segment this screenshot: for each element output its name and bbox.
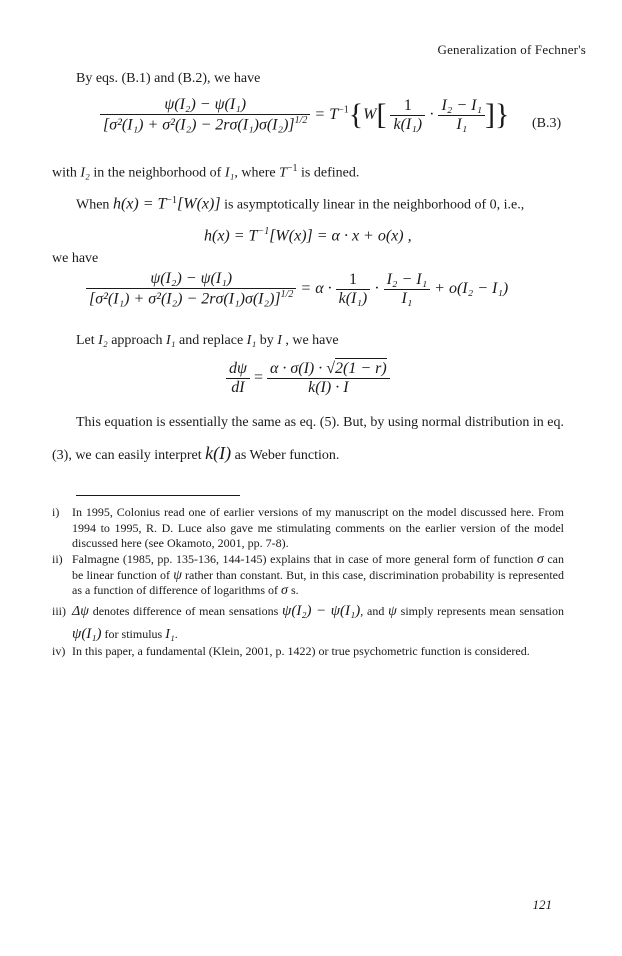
eq-3-lhs-den: dI xyxy=(231,379,245,396)
eq-b3-den-exponent: 1/2 xyxy=(294,115,308,126)
eq-b3-t-exponent: −1 xyxy=(338,104,349,116)
p2-c: in the neighborhood of xyxy=(89,165,225,181)
eq-2-den-exponent: 1/2 xyxy=(280,289,294,300)
eq-3-rnum-a: α · σ(I) · √ xyxy=(269,360,336,377)
eq-b3-f2-den: I₁ xyxy=(456,115,468,133)
fn2-b: can be linear function of xyxy=(72,552,565,582)
eq-b3-fraction-2 xyxy=(438,97,485,134)
fn2-sigma-2: σ xyxy=(281,583,288,598)
eq-b3-lhs-numerator: ψ(I₂) − ψ(I₁) xyxy=(100,96,310,115)
p5-i: I xyxy=(277,333,282,348)
eq-3-sqrt-arg: 2(1 − r) xyxy=(335,360,387,377)
p2-i2: I₂ xyxy=(80,165,90,181)
fn3-f: simply represents mean sensation xyxy=(396,604,564,618)
p2-e: , where xyxy=(234,165,280,181)
page-number: 121 xyxy=(532,897,552,912)
eq-b3-t: = T xyxy=(314,105,339,123)
footnote-i xyxy=(52,505,564,552)
p5-c: approach xyxy=(107,333,166,348)
p2-h: is defined. xyxy=(297,165,360,181)
eq-h-a: h(x) = T xyxy=(204,227,258,245)
p2-a: with xyxy=(52,165,81,181)
p5-g: by xyxy=(256,333,278,348)
p2-t: T xyxy=(279,165,287,181)
footnote-iv-tag: iv) xyxy=(52,644,66,658)
p2-t-exponent: −1 xyxy=(286,163,298,174)
eq-2-fraction-2 xyxy=(384,271,431,308)
eq-2-alpha: = α · xyxy=(300,279,332,297)
p5-i-tail: , we have xyxy=(281,333,339,348)
p3-e: is asymptotically linear in the neighborhood of 0, i.e., xyxy=(220,197,525,213)
eq-b3-f1-den: k(I₁) xyxy=(393,115,423,133)
eq-3-rhs-den: k(I) · I xyxy=(308,379,349,396)
footnote-iv xyxy=(52,644,564,660)
eq-h-c: [W(x)] = α · x + o(x) , xyxy=(269,227,412,245)
eq-2-tail: + o(I₂ − I₁) xyxy=(434,279,509,297)
intro-paragraph: By eqs. (B.1) and (B.2), we have xyxy=(76,71,261,86)
paragraph-this-equation: This equation is essentially the same as eq. (5). But, by using normal distribution in eq. xyxy=(76,415,564,430)
eq-2-dot: · xyxy=(374,279,380,297)
eq-3-lhs-num: dψ xyxy=(226,360,250,379)
eq-b3-den-text: [σ²(I₁) + σ²(I₂) − 2rσ(I₁)σ(I₂)] xyxy=(103,116,295,134)
paragraph-interpret xyxy=(52,444,339,465)
eq-b3-lhs-fraction xyxy=(100,96,310,134)
eq-2-fraction-1 xyxy=(336,271,371,308)
footnote-i-tag: i) xyxy=(52,505,60,519)
eq-h-exponent: −1 xyxy=(257,226,270,237)
p7-c: as Weber function. xyxy=(231,448,340,463)
fn3-h: for stimulus xyxy=(101,627,166,641)
eq-b3-lhs-denominator xyxy=(100,115,310,134)
eq-2-f2-num: I₂ − I₁ xyxy=(384,271,431,290)
fn3-j: . xyxy=(174,627,178,641)
eq-2-f2-den: I₁ xyxy=(401,289,413,307)
eq-2-lhs-numerator: ψ(I₂) − ψ(I₁) xyxy=(86,270,296,289)
p3-a: When xyxy=(76,197,113,213)
fn2-a: Falmagne (1985, pp. 135-136, 144-145) explains that in case of more general form of function xyxy=(72,552,537,566)
equation-derivative xyxy=(226,360,390,397)
eq-b3-left-bracket: [ xyxy=(376,98,387,132)
footnote-iii-text xyxy=(72,600,564,646)
p3-hx: h(x) = T xyxy=(112,195,167,213)
footnote-i-text: In 1995, Colonius read one of earlier versions of my manuscript on the model discussed here. From 1994 to 1995, R. D. Luce also gave me stimulating comments on the earlier version of the model discussed here (see Okamoto, 2001, pp. 7-8). xyxy=(72,505,564,550)
eq-2-den-text: [σ²(I₁) + σ²(I₂) − 2rσ(I₁)σ(I₂)] xyxy=(89,290,281,308)
eq-b3-f1-num: 1 xyxy=(390,97,425,116)
eq-b3-w: W xyxy=(363,105,377,123)
footnote-rule xyxy=(76,495,240,496)
footnote-iv-text: In this paper, a fundamental (Klein, 2001, p. 1422) or true psychometric function is considered. xyxy=(72,644,530,658)
p5-i1: I₁ xyxy=(166,333,176,348)
eq-3-rhs-fraction xyxy=(267,360,390,397)
eq-b3-f2-num: I₂ − I₁ xyxy=(438,97,485,116)
eq-b3-right-brace: } xyxy=(495,98,510,132)
paragraph-with xyxy=(52,160,359,183)
fn2-psi: ψ xyxy=(173,567,182,583)
fn3-i1: I₁ xyxy=(165,627,175,642)
p5-e: and replace xyxy=(175,333,247,348)
paragraph-let xyxy=(76,332,339,350)
fn3-diff: ψ(I₂) − ψ(I₁) xyxy=(282,603,361,619)
p7-k-i: k(I) xyxy=(205,443,232,463)
equation-b3: $\frac{\text{ψ(I₂) − ψ(I₁)}}{[\sigma^2(I_1) + \sigma^2(I_2) - 2r\sigma(I_1)\sigma(I_2)]^{1/2}}$ = $T^{-1}\{W$[ $\frac{1}{\text{k(I₁)}}$ · $\frac{\text{I₂ − I₁}}{\text{I₁}}$ ]} xyxy=(100,96,509,134)
eq-b3-left-brace: { xyxy=(348,98,364,132)
p3-wx: [W(x)] xyxy=(177,195,221,213)
equation-linear xyxy=(86,270,508,308)
footnote-iii-tag: iii) xyxy=(52,604,66,618)
fn2-sigma: σ xyxy=(536,552,544,567)
p2-i1: I₁ xyxy=(224,165,235,181)
fn3-psi-i1: ψ(I₁) xyxy=(72,626,102,642)
fn3-delta-psi: Δψ xyxy=(72,604,89,619)
running-head: Generalization of Fechner's xyxy=(437,42,586,57)
eq-2-f1-den: k(I₁) xyxy=(338,289,368,307)
eq-b3-right-bracket: ] xyxy=(485,98,496,132)
p7-a: (3), we can easily interpret xyxy=(52,448,206,463)
fn2-c: rather than constant. But, in this case, discrimination probability is represented as a function of difference of logarithms of xyxy=(72,567,564,597)
eq-2-f1-num: 1 xyxy=(336,271,371,290)
fn3-b: denotes difference of mean sensations xyxy=(88,604,283,618)
eq-2-lhs-fraction xyxy=(86,270,296,308)
eq-3-lhs-fraction xyxy=(226,360,250,397)
footnote-ii-text xyxy=(72,552,564,599)
fn3-d: , and xyxy=(360,604,389,618)
p5-i2: I₂ xyxy=(98,333,108,348)
fn3-psi: ψ xyxy=(388,604,397,619)
paragraph-we-have: we have xyxy=(52,251,99,266)
fn2-d: s. xyxy=(287,583,299,597)
eq-b3-number: (B.3) xyxy=(532,116,562,131)
eq-2-lhs-denominator xyxy=(86,289,296,308)
p3-exponent: −1 xyxy=(166,195,178,206)
eq-3-rhs-num xyxy=(267,360,390,379)
footnote-ii xyxy=(52,552,564,599)
eq-b3-fraction-1 xyxy=(390,97,425,134)
p5-i1b: I₁ xyxy=(246,333,257,348)
footnote-ii-tag: ii) xyxy=(52,552,63,566)
paragraph-when xyxy=(76,192,524,215)
equation-h xyxy=(204,226,412,245)
p5-a: Let xyxy=(76,333,99,348)
eq-3-equals: = xyxy=(253,369,263,387)
footnote-iii xyxy=(52,600,564,646)
